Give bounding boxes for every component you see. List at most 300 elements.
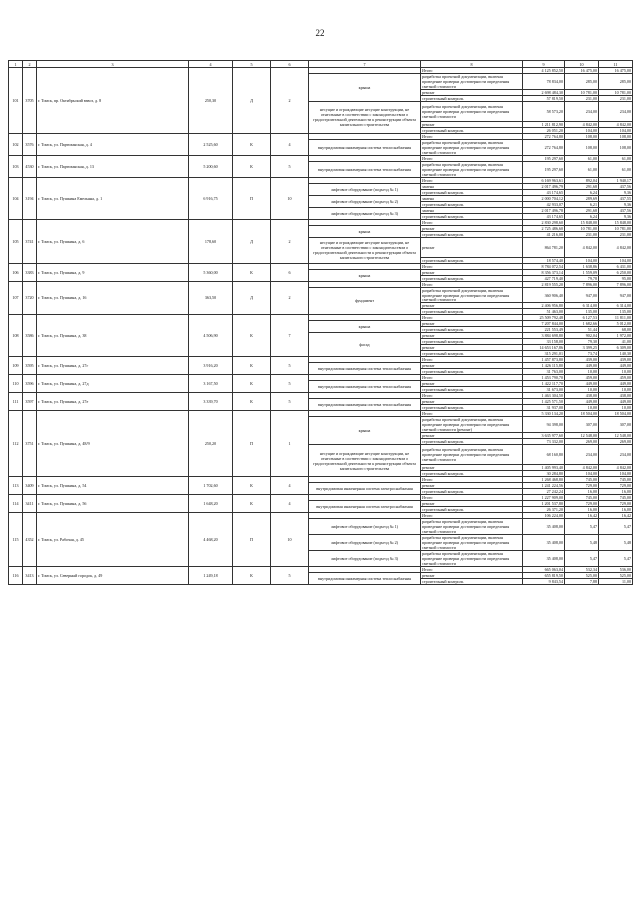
stage-label: строительный контроль xyxy=(421,439,523,445)
area: 250,20 xyxy=(189,411,233,477)
limit-cost-value: 437,56 xyxy=(599,207,633,213)
stage-label: ремонт xyxy=(421,225,523,231)
column-header: 5 xyxy=(233,61,271,68)
floors: 7 xyxy=(271,315,309,357)
sum-value: 35 408,00 xyxy=(523,550,565,566)
floors: 1 xyxy=(271,411,309,477)
wall-material: К xyxy=(233,566,271,584)
stage-label: ремонт xyxy=(421,433,523,439)
area: 1 702,60 xyxy=(189,477,233,495)
wall-material: К xyxy=(233,133,271,155)
total-sum: 5 330 134,20 xyxy=(523,411,565,417)
sum-value: 655 819,50 xyxy=(523,572,565,578)
row-number: 105 xyxy=(9,219,23,263)
stage-label: строительный контроль xyxy=(421,471,523,477)
house-code: 3741 xyxy=(23,219,37,263)
area: 363,50 xyxy=(189,281,233,315)
stage-label: ремонт xyxy=(421,483,523,489)
area: 250,30 xyxy=(189,68,233,134)
row-number: 111 xyxy=(9,393,23,411)
unit-cost-value: 947,00 xyxy=(565,287,599,303)
limit-cost-value: 437,56 xyxy=(599,183,633,189)
sum-value: 42 933,07 xyxy=(523,201,565,207)
limit-cost-value: 437,55 xyxy=(599,195,633,201)
stage-label: Итого xyxy=(421,219,523,225)
wall-material: Д xyxy=(233,281,271,315)
wall-material: К xyxy=(233,375,271,393)
unit-cost-value: 104,00 xyxy=(565,127,599,133)
limit-cost-value: 6 309,00 xyxy=(599,345,633,351)
floors: 2 xyxy=(271,68,309,134)
total-limit: 459,00 xyxy=(599,375,633,381)
column-header-row xyxy=(9,61,633,68)
area: 4 506,90 xyxy=(189,315,233,357)
unit-cost-value: 449,00 xyxy=(565,363,599,369)
unit-cost-value: 108,00 xyxy=(565,139,599,155)
work-type: внутридомовая инженерная система теплоснабжения xyxy=(309,139,421,155)
stage-label: разработка проектной документации, включая проведение проверки достоверности определения сметной стоимости xyxy=(421,161,523,177)
unit-cost-value: 135,00 xyxy=(565,309,599,315)
total-unit: 108,00 xyxy=(565,133,599,139)
total-sum: 195 297,60 xyxy=(523,155,565,161)
stage-label: замена xyxy=(421,195,523,201)
unit-cost-value: 6 314,00 xyxy=(565,303,599,309)
work-type: лифтовое оборудование (подъезд № 2) xyxy=(309,534,421,550)
sum-value: 2 406 956,80 xyxy=(523,303,565,309)
unit-cost-value: 1 682,66 xyxy=(565,321,599,327)
limit-cost-value: 5,47 xyxy=(599,550,633,566)
sum-value: 33 158,00 xyxy=(523,339,565,345)
house-code: 3597 xyxy=(23,393,37,411)
total-unit: 6 127,53 xyxy=(565,315,599,321)
address: г. Томск, ул. Пушкина, д. 6 xyxy=(37,219,189,263)
unit-cost-value: 729,00 xyxy=(565,501,599,507)
stage-label: ремонт xyxy=(421,572,523,578)
stage-label: строительный контроль xyxy=(421,213,523,219)
work-type: внутридомовая инженерная система теплоснабжения xyxy=(309,161,421,177)
stage-label: строительный контроль xyxy=(421,257,523,263)
limit-cost-value: 525,00 xyxy=(599,572,633,578)
stage-label: Итого xyxy=(421,477,523,483)
column-header: 8 xyxy=(421,61,523,68)
unit-cost-value: 234,00 xyxy=(565,445,599,465)
house-code: 3411 xyxy=(23,495,37,513)
stage-label: Итого xyxy=(421,495,523,501)
stage-label: разработка проектной документации, включая проведение проверки достоверности определения сметной стоимости xyxy=(421,445,523,465)
row-number: 112 xyxy=(9,411,23,477)
address: г. Томск, ул. Партизанская, д. 13 xyxy=(37,155,189,177)
stage-label: ремонт xyxy=(421,345,523,351)
limit-cost-value: 68,00 xyxy=(599,327,633,333)
limit-cost-value: 104,00 xyxy=(599,257,633,263)
wall-material: К xyxy=(233,263,271,281)
stage-label: ремонт xyxy=(421,89,523,95)
limit-cost-value: 11,00 xyxy=(599,578,633,584)
stage-label: ремонт xyxy=(421,363,523,369)
stage-label: строительный контроль xyxy=(421,405,523,411)
total-limit: 536,00 xyxy=(599,566,633,572)
total-limit: 438,00 xyxy=(599,393,633,399)
total-unit: 15 848,00 xyxy=(565,219,599,225)
sum-value: 221 553,49 xyxy=(523,327,565,333)
total-limit: 16,42 xyxy=(599,512,633,518)
work-type: крыша xyxy=(309,269,421,281)
wall-material: Д xyxy=(233,68,271,134)
sum-value: 427 719,40 xyxy=(523,275,565,281)
sum-value: 1 201 537,80 xyxy=(523,501,565,507)
row-number: 116 xyxy=(9,566,23,584)
work-type: крыша xyxy=(309,321,421,333)
unit-cost-value: 10,00 xyxy=(565,369,599,375)
sum-value: 2 698 484,30 xyxy=(523,89,565,95)
sum-value: 2 017 496,78 xyxy=(523,207,565,213)
work-type: лифтовое оборудование (подъезд № 2) xyxy=(309,195,421,207)
floors: 4 xyxy=(271,477,309,495)
unit-cost-value: 449,00 xyxy=(565,381,599,387)
limit-cost-value: 104,00 xyxy=(599,471,633,477)
unit-cost-value: 902,04 xyxy=(565,333,599,339)
work-type: внутридомовая инженерная система теплоснабжения xyxy=(309,399,421,411)
work-type: несущие и ограждающие несущие конструкции, не отнесенные в соответствии с законодательством о градостроительной деятельности к реконструкции объекта капитального строительства xyxy=(309,445,421,477)
limit-cost-value: 285,00 xyxy=(599,73,633,89)
stage-label: ремонт xyxy=(421,303,523,309)
work-type: внутридомовая инженерная система теплоснабжения xyxy=(309,381,421,393)
sum-value: 1 426 115,80 xyxy=(523,363,565,369)
stage-label: ремонт xyxy=(421,465,523,471)
stage-label: ремонт xyxy=(421,121,523,127)
limit-cost-value: 9,36 xyxy=(599,201,633,207)
total-unit: 532,34 xyxy=(565,566,599,572)
sum-value: 315 291,01 xyxy=(523,351,565,357)
sum-value: 27 242,24 xyxy=(523,489,565,495)
stage-label: строительный контроль xyxy=(421,351,523,357)
stage-label: строительный контроль xyxy=(421,339,523,345)
stage-label: Итого xyxy=(421,357,523,363)
column-header: 9 xyxy=(523,61,565,68)
limit-cost-value: 4 842,00 xyxy=(599,465,633,471)
total-limit: 745,00 xyxy=(599,495,633,501)
unit-cost-value: 4 842,00 xyxy=(565,237,599,257)
sum-value: 73 332,00 xyxy=(523,439,565,445)
sum-value: 2 017 496,79 xyxy=(523,183,565,189)
stage-label: Итого xyxy=(421,263,523,269)
stage-label: ремонт xyxy=(421,321,523,327)
limit-cost-value: 4 842,00 xyxy=(599,121,633,127)
stage-label: строительный контроль xyxy=(421,506,523,512)
sum-value: 18 574,40 xyxy=(523,257,565,263)
total-unit: 745,00 xyxy=(565,477,599,483)
limit-cost-value: 449,00 xyxy=(599,399,633,405)
limit-cost-value: 5,48 xyxy=(599,534,633,550)
area: 6 916,75 xyxy=(189,177,233,219)
unit-cost-value: 234,00 xyxy=(565,101,599,121)
floors: 5 xyxy=(271,155,309,177)
unit-cost-value: 5,47 xyxy=(565,518,599,534)
house-code: 4530 xyxy=(23,155,37,177)
sum-value: 43 174,65 xyxy=(523,213,565,219)
total-sum: 25 509 792,48 xyxy=(523,315,565,321)
sum-value: 58 573,20 xyxy=(523,101,565,121)
stage-label: разработка проектной документации, включая проведение проверки достоверности определения сметной стоимости xyxy=(421,139,523,155)
stage-label: разработка проектной документации, включая проведение проверки достоверности определения сметной стоимости xyxy=(421,101,523,121)
stage-label: ремонт xyxy=(421,269,523,275)
stage-label: разработка проектной документации, включая проведение проверки достоверности определения сметной стоимости xyxy=(421,73,523,89)
sum-value: 864 781,20 xyxy=(523,237,565,257)
unit-cost-value: 5,47 xyxy=(565,550,599,566)
area: 1 648,20 xyxy=(189,495,233,513)
stage-label: Итого xyxy=(421,68,523,74)
unit-cost-value: 289,69 xyxy=(565,195,599,201)
unit-cost-value: 6,21 xyxy=(565,201,599,207)
sum-value: 8 356 373,14 xyxy=(523,269,565,275)
row-number: 103 xyxy=(9,155,23,177)
work-type: внутридомовая инженерная система электроснабжения xyxy=(309,501,421,513)
unit-cost-value: 291,68 xyxy=(565,207,599,213)
limit-cost-value: 16,00 xyxy=(599,489,633,495)
wall-material: Д xyxy=(233,219,271,263)
work-type: крыша xyxy=(309,417,421,445)
total-limit: 15 848,00 xyxy=(599,219,633,225)
total-limit: 108,00 xyxy=(599,133,633,139)
limit-cost-value: 9,36 xyxy=(599,189,633,195)
unit-cost-value: 3 399,25 xyxy=(565,345,599,351)
limit-cost-value: 135,00 xyxy=(599,309,633,315)
total-limit: 1 940,17 xyxy=(599,177,633,183)
address: г. Томск, ул. Пушкина, д. 38 xyxy=(37,315,189,357)
unit-cost-value: 51,44 xyxy=(565,327,599,333)
stage-label: разработка проектной документации, включая проведение проверки достоверности определения сметной стоимости (ремонт) xyxy=(421,417,523,433)
limit-cost-value: 61,00 xyxy=(599,161,633,177)
stage-label: строительный контроль xyxy=(421,231,523,237)
unit-cost-value: 79,30 xyxy=(565,339,599,345)
total-unit: 892,04 xyxy=(565,177,599,183)
total-sum: 2 830 298,60 xyxy=(523,219,565,225)
unit-cost-value: 16,00 xyxy=(565,489,599,495)
stage-label: ремонт xyxy=(421,333,523,339)
stage-label: разработка проектной документации, включая проведение проверки достоверности определения сметной стоимости xyxy=(421,534,523,550)
wall-material: К xyxy=(233,477,271,495)
unit-cost-value: 12 548,00 xyxy=(565,433,599,439)
work-type: лифтовое оборудование (подъезд № 1) xyxy=(309,183,421,195)
total-unit: 18 504,00 xyxy=(565,411,599,417)
total-limit: 7 896,00 xyxy=(599,281,633,287)
unit-cost-value: 1 559,09 xyxy=(565,269,599,275)
address: г. Томск, ул. Пушкина, д. 54 xyxy=(37,477,189,495)
sum-value: 68 160,80 xyxy=(523,445,565,465)
total-unit: 459,00 xyxy=(565,375,599,381)
wall-material: К xyxy=(233,155,271,177)
address: г. Томск, ул. Пушкина, д. 9 xyxy=(37,263,189,281)
row-number: 102 xyxy=(9,133,23,155)
total-sum: 665 063,04 xyxy=(523,566,565,572)
total-unit: 439,00 xyxy=(565,357,599,363)
stage-label: ремонт xyxy=(421,237,523,257)
limit-cost-value: 12 548,00 xyxy=(599,433,633,439)
work-type: фундамент xyxy=(309,287,421,315)
stage-label: строительный контроль xyxy=(421,127,523,133)
unit-cost-value: 6,24 xyxy=(565,213,599,219)
stage-label: Итого xyxy=(421,155,523,161)
stage-label: Итого xyxy=(421,375,523,381)
unit-cost-value: 525,00 xyxy=(565,572,599,578)
sum-value: 41 216,00 xyxy=(523,231,565,237)
total-sum: 2 819 555,20 xyxy=(523,281,565,287)
sum-value: 1 422 117,70 xyxy=(523,381,565,387)
sum-value: 31 763,00 xyxy=(523,369,565,375)
sum-value: 7 207 844,00 xyxy=(523,321,565,327)
stage-label: разработка проектной документации, включая проведение проверки достоверности определения сметной стоимости xyxy=(421,550,523,566)
wall-material: П xyxy=(233,177,271,219)
sum-value: 94 398,00 xyxy=(523,417,565,433)
area: 3 916,20 xyxy=(189,357,233,375)
unit-cost-value: 307,00 xyxy=(565,417,599,433)
total-unit: 61,00 xyxy=(565,155,599,161)
total-limit: 745,00 xyxy=(599,477,633,483)
work-type: фасад xyxy=(309,333,421,357)
floors: 4 xyxy=(271,133,309,155)
floors: 10 xyxy=(271,512,309,566)
stage-label: строительный контроль xyxy=(421,189,523,195)
sum-value: 1 425 571,50 xyxy=(523,399,565,405)
limit-cost-value: 6 250,00 xyxy=(599,269,633,275)
total-limit: 61,00 xyxy=(599,155,633,161)
limit-cost-value: 9,36 xyxy=(599,213,633,219)
stage-label: строительный контроль xyxy=(421,201,523,207)
address: г. Томск, ул. Рабочая, д. 45 xyxy=(37,512,189,566)
limit-cost-value: 41,00 xyxy=(599,339,633,345)
work-type: лифтовое оборудование (подъезд № 3) xyxy=(309,550,421,566)
address: г. Томск, ул. Северный городок, д. 49 xyxy=(37,566,189,584)
total-sum: 106 224,00 xyxy=(523,512,565,518)
column-header: 10 xyxy=(565,61,599,68)
address: г. Томск, ул. Пушкина, д. 27е xyxy=(37,393,189,411)
row-number: 107 xyxy=(9,281,23,315)
limit-cost-value: 10,00 xyxy=(599,387,633,393)
stage-label: строительный контроль xyxy=(421,95,523,101)
work-type: крыша xyxy=(309,73,421,101)
floors: 4 xyxy=(271,495,309,513)
total-sum: 6 169 963,61 xyxy=(523,177,565,183)
unit-cost-value: 10,00 xyxy=(565,387,599,393)
total-unit: 16,42 xyxy=(565,512,599,518)
house-code: 3720 xyxy=(23,281,37,315)
wall-material: К xyxy=(233,495,271,513)
work-type: несущие и ограждающие несущие конструкции, не отнесенные в соответствии с законодательством о градостроительной деятельности к реконструкции объекта капитального строительства xyxy=(309,237,421,263)
floors: 6 xyxy=(271,263,309,281)
stage-label: Итого xyxy=(421,566,523,572)
stage-label: строительный контроль xyxy=(421,387,523,393)
address: г. Томск, ул. Пушкина, д. 16 xyxy=(37,281,189,315)
limit-cost-value: 108,00 xyxy=(599,139,633,155)
house-code: 4352 xyxy=(23,512,37,566)
address: г. Томск, ул. Пушкина, д. 56 xyxy=(37,495,189,513)
total-unit: 745,00 xyxy=(565,495,599,501)
unit-cost-value: 231,00 xyxy=(565,231,599,237)
limit-cost-value: 10,00 xyxy=(599,369,633,375)
sum-value: 1 211 812,90 xyxy=(523,121,565,127)
work-type: лифтовое оборудование (подъезд № 3) xyxy=(309,207,421,219)
stage-label: строительный контроль xyxy=(421,369,523,375)
work-type: несущие и ограждающие несущие конструкции, не отнесенные в соответствии с законодательством о градостроительной деятельности к реконструкции объекта капитального строительства xyxy=(309,101,421,133)
stage-label: Итого xyxy=(421,393,523,399)
house-code: 3705 xyxy=(23,68,37,134)
limit-cost-value: 231,00 xyxy=(599,231,633,237)
limit-cost-value: 5,47 xyxy=(599,518,633,534)
limit-cost-value: 947,00 xyxy=(599,287,633,303)
unit-cost-value: 10,00 xyxy=(565,405,599,411)
total-sum: 1 463 304,50 xyxy=(523,393,565,399)
sum-value: 14 653 167,86 xyxy=(523,345,565,351)
unit-cost-value: 16,00 xyxy=(565,506,599,512)
sum-value: 9 843,54 xyxy=(523,578,565,584)
total-limit: 11 811,00 xyxy=(599,315,633,321)
unit-cost-value: 4 842,00 xyxy=(565,465,599,471)
stage-label: ремонт xyxy=(421,399,523,405)
sum-value: 43 174,65 xyxy=(523,189,565,195)
limit-cost-value: 234,00 xyxy=(599,445,633,465)
house-code: 3383 xyxy=(23,263,37,281)
stage-label: разработка проектной документации, включая проведение проверки достоверности определения сметной стоимости xyxy=(421,518,523,534)
unit-cost-value: 73,74 xyxy=(565,351,599,357)
address: г. Томск, ул. Пушкина, д. 27г xyxy=(37,357,189,375)
unit-cost-value: 7,88 xyxy=(565,578,599,584)
unit-cost-value: 291,68 xyxy=(565,183,599,189)
stage-label: Итого xyxy=(421,315,523,321)
sum-value: 35 408,00 xyxy=(523,518,565,534)
wall-material: К xyxy=(233,315,271,357)
stage-label: Итого xyxy=(421,512,523,518)
house-code: 3409 xyxy=(23,477,37,495)
limit-cost-value: 10 781,00 xyxy=(599,89,633,95)
work-type: внутридомовая инженерная система теплоснабжения xyxy=(309,572,421,584)
stage-label: ремонт xyxy=(421,381,523,387)
limit-cost-value: 307,00 xyxy=(599,417,633,433)
sum-value: 26 371,20 xyxy=(523,506,565,512)
sum-value: 3 635 977,60 xyxy=(523,433,565,439)
unit-cost-value: 449,00 xyxy=(565,399,599,405)
unit-cost-value: 6,24 xyxy=(565,189,599,195)
floors: 5 xyxy=(271,393,309,411)
sum-value: 78 834,00 xyxy=(523,73,565,89)
total-sum: 1 227 909,00 xyxy=(523,495,565,501)
capital-repair-table xyxy=(8,60,633,585)
row-number: 113 xyxy=(9,477,23,495)
limit-cost-value: 4 842,00 xyxy=(599,237,633,257)
unit-cost-value: 104,00 xyxy=(565,471,599,477)
sum-value: 31 937,00 xyxy=(523,405,565,411)
sum-value: 2 000 704,12 xyxy=(523,195,565,201)
floors: 2 xyxy=(271,281,309,315)
area: 2 525,60 xyxy=(189,133,233,155)
house-code: 3595 xyxy=(23,357,37,375)
sum-value: 51 463,00 xyxy=(523,309,565,315)
total-sum: 1 268 468,80 xyxy=(523,477,565,483)
house-code: 3576 xyxy=(23,133,37,155)
stage-label: Итого xyxy=(421,281,523,287)
total-unit: 1 638,86 xyxy=(565,263,599,269)
limit-cost-value: 10 781,00 xyxy=(599,225,633,231)
limit-cost-value: 269,00 xyxy=(599,439,633,445)
unit-cost-value: 104,00 xyxy=(565,257,599,263)
house-code: 3751 xyxy=(23,411,37,477)
unit-cost-value: 729,00 xyxy=(565,483,599,489)
sum-value: 26 051,20 xyxy=(523,127,565,133)
work-type: внутридомовая инженерная система электроснабжения xyxy=(309,483,421,495)
house-code: 3596 xyxy=(23,375,37,393)
total-sum: 1 457 873,80 xyxy=(523,357,565,363)
sum-value: 3 884 698,80 xyxy=(523,333,565,339)
row-number: 104 xyxy=(9,177,23,219)
